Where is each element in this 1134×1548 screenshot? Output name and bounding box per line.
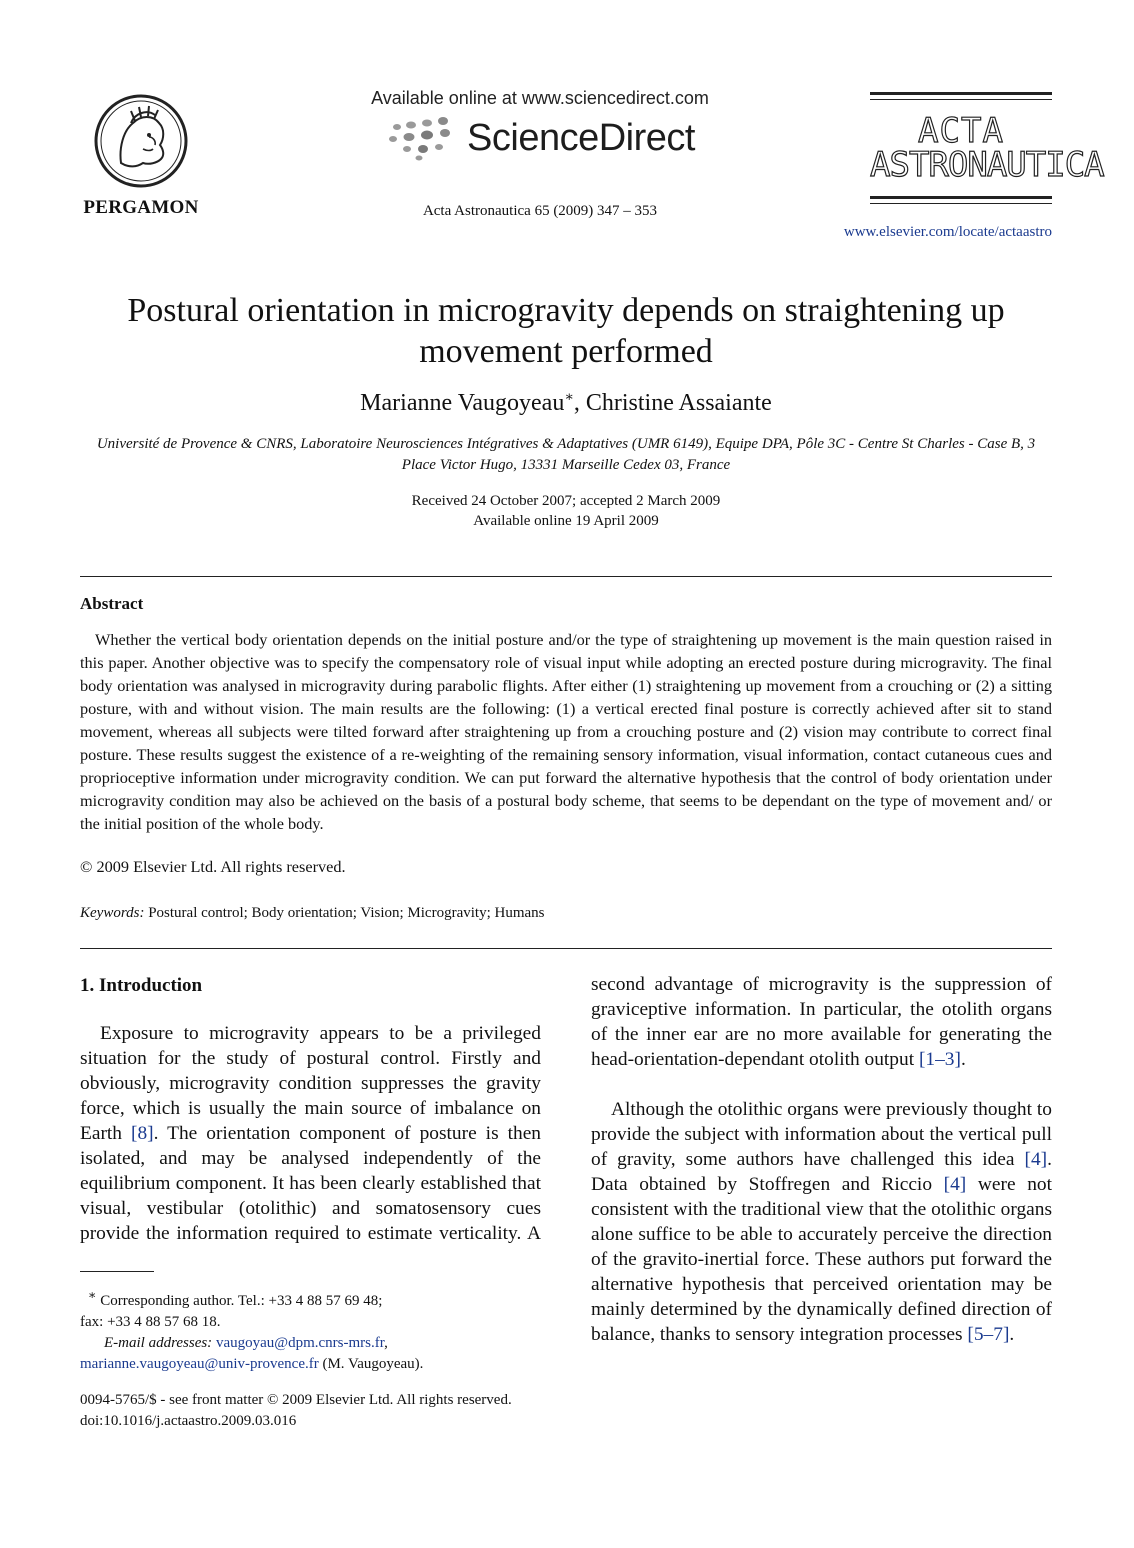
paragraph-text: Although the otolithic organs were previously thought to provide the subject with information about the vertical pull of gravity, some authors have challenged this idea — [591, 1099, 1052, 1170]
author-name: , Christine Assaiante — [573, 390, 772, 416]
abstract-heading: Abstract — [80, 594, 144, 613]
keywords-list: Postural control; Body orientation; Vision; Microgravity; Humans — [148, 905, 545, 921]
keywords-label: Keywords: — [80, 905, 145, 921]
sciencedirect-wordmark: ScienceDirect — [467, 116, 695, 159]
paragraph-text: . Data obtained by Stoffregen and Riccio — [591, 1149, 1052, 1195]
availability-text: Available online at www.sciencedirect.com — [371, 88, 709, 108]
paragraph-continued-text — [591, 972, 1052, 1072]
sciencedirect-dots-icon — [385, 115, 461, 161]
issn-copyright: 0094-5765/$ - see front matter © 2009 Elsevier Ltd. All rights reserved. — [80, 1392, 512, 1408]
pergamon-emblem-icon — [91, 93, 191, 189]
body-column-right — [591, 972, 1052, 1347]
citation-link[interactable]: [4] — [943, 1174, 967, 1195]
paragraph-text: second advantage of microgravity is the suppression of graviceptive information. In particular, the otolith organs of the inner ear are no more available for generating the head-orientation-dependant otolith output — [591, 974, 1052, 1070]
sciencedirect-header — [330, 88, 750, 161]
paragraph-text: were not consistent with the traditional view that the otolithic organs alone suffice to be able to accurately perceive the direction of the gravito-inertial force. These authors put forward the alternative hypothesis that perceived orientation may be mainly determined by the dynamically defined direction of balance, thanks to sensory integration processes — [591, 1174, 1052, 1345]
front-matter — [80, 1390, 600, 1432]
email-owner: (M. Vaugoyeau). — [318, 1356, 424, 1372]
article-dates — [80, 491, 1052, 531]
sciencedirect-logo — [330, 115, 750, 161]
journal-logo-text — [870, 111, 1104, 185]
affiliation: Université de Provence & CNRS, Laboratoire Neurosciences Intégratives & Adaptatives (UMR 6149), Equipe DPA, Pôle 3C - Centre St Charles - Case B, 3 Place Victor Hugo, 13331 Marseille Cedex 03, France — [96, 436, 1036, 473]
abstract-copyright: © 2009 Elsevier Ltd. All rights reserved. — [80, 857, 346, 876]
corresponding-footnote — [80, 1285, 550, 1312]
email-link[interactable]: marianne.vaugoyeau@univ-provence.fr — [80, 1356, 319, 1372]
doi[interactable]: doi:10.1016/j.actaastro.2009.03.016 — [80, 1413, 297, 1429]
separator: , — [384, 1335, 388, 1351]
author-name: Marianne Vaugoyeau — [360, 390, 565, 416]
fax-footnote: fax: +33 4 88 57 68 18. — [80, 1314, 221, 1330]
article-title: Postural orientation in microgravity depends on straightening up movement performed — [127, 292, 1005, 370]
footnotes — [80, 1285, 550, 1375]
logo-rule-top — [870, 92, 1052, 100]
footnote-divider — [80, 1271, 154, 1272]
divider — [80, 948, 1052, 949]
paragraph-text: Exposure to microgravity appears to be a privileged situation for the study of postural control. Firstly and obviously, microgravity condition suppresses the gravity force, which is usually the main source of imbalance on Earth — [80, 1023, 541, 1144]
paragraph-flow — [591, 972, 1052, 1072]
author-list — [80, 389, 1052, 417]
logo-rule-bottom — [870, 196, 1052, 204]
email-footnote-cont — [80, 1354, 550, 1375]
citation-link[interactable]: [8] — [131, 1123, 154, 1144]
paragraph — [80, 1021, 541, 1246]
received-date: Received 24 October 2007; accepted 2 March 2009 — [411, 493, 721, 509]
section-heading: 1. Introduction — [80, 975, 203, 996]
email-label: E-mail addresses: — [104, 1335, 213, 1351]
publisher-name: PERGAMON — [83, 197, 199, 218]
footnote-mark: ∗ — [88, 1288, 97, 1302]
citation-link[interactable]: [1–3] — [918, 1049, 961, 1070]
keywords — [80, 905, 545, 922]
paragraph-text: . The orientation component of posture is then isolated, and may be analysed independently of the equilibrium component. It has been clearly established that visual, vestibular (otolithic) and somatosensory cues provide the information required to estimate verticality. A — [80, 1123, 541, 1244]
email-footnote — [80, 1333, 550, 1354]
divider — [80, 576, 1052, 577]
body-column-left — [80, 975, 541, 1246]
paragraph-text: . — [1009, 1324, 1015, 1345]
online-date: Available online 19 April 2009 — [473, 513, 659, 529]
citation-link[interactable]: [5–7] — [967, 1324, 1010, 1345]
footnote-text: Corresponding author. Tel.: +33 4 88 57 69 48; — [100, 1293, 383, 1309]
email-link[interactable]: vaugoyau@dpm.cnrs-mrs.fr — [215, 1335, 385, 1351]
journal-url-link[interactable]: www.elsevier.com/locate/actaastro — [843, 224, 1052, 240]
journal-logo-line2: ASTRONAUTICA — [870, 145, 1104, 185]
journal-citation: Acta Astronautica 65 (2009) 347 – 353 — [422, 203, 658, 219]
paragraph-continued — [591, 972, 1052, 1097]
paragraph-text: . — [960, 1049, 966, 1070]
journal-logo — [870, 92, 1104, 204]
paragraph — [591, 1097, 1052, 1347]
publisher-logo — [80, 93, 202, 219]
journal-logo-line1: ACTA — [918, 111, 1004, 151]
corresponding-mark[interactable]: ∗ — [564, 390, 574, 405]
abstract-text: Whether the vertical body orientation depends on the initial posture and/or the type of straightening up movement is the main question raised in this paper. Another objective was to specify the compensatory role of visual input while adopting an erected posture during microgravity. The final body orientation was analysed in microgravity during parabolic flights. After either (1) straightening up movement from a crouching or (2) a sitting posture, with and without vision. The main results are the following: (1) a vertical erected final posture is correctly achieved after sit to stand movement, whereas all subjects were tilted forward after straightening up from a crouching posture and (2) vision may contribute to correct final posture. These results suggest the existence of a re-weighting of the remaining sensory information, visual information, contact cutaneous cues and proprioceptive information under microgravity condition. We can put forward the alternative hypothesis that the control of body orientation under microgravity condition may also be achieved on the basis of a postural body scheme, that seems to be dependant on the type of movement and/ or the initial position of the whole body. — [80, 630, 1052, 833]
citation-link[interactable]: [4] — [1024, 1149, 1048, 1170]
